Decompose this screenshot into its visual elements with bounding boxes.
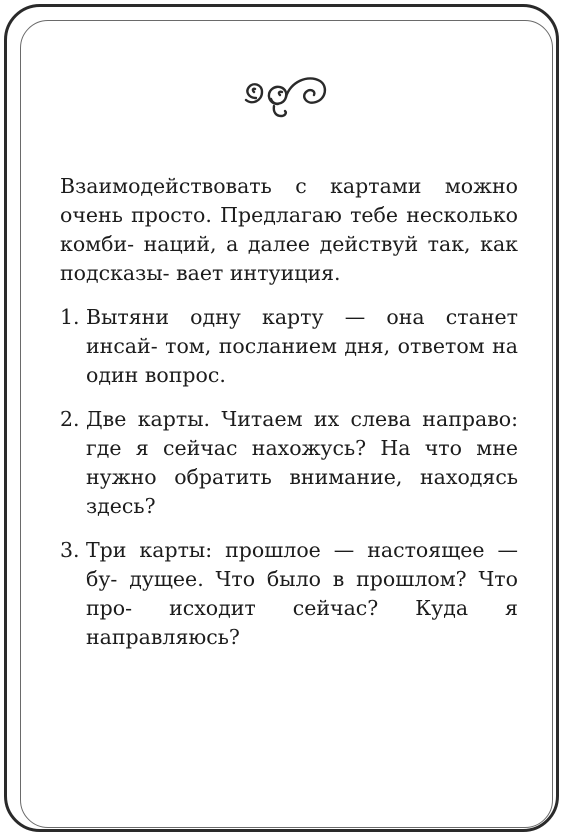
step-item <box>60 405 518 521</box>
step-number: 2. <box>60 407 80 431</box>
step-number: 1. <box>60 305 80 329</box>
step-line: я сейчас нахожусь? На что мне нужно <box>86 436 518 489</box>
step-number: 3. <box>60 538 80 562</box>
intro-paragraph <box>60 172 518 288</box>
step-line: обратить внимание, находясь здесь? <box>86 465 518 518</box>
step-line: том, посланием дня, ответом на один <box>86 334 518 387</box>
intro-line: просто. Предлагаю тебе несколько комби- <box>60 203 518 256</box>
card-text <box>60 172 518 667</box>
step-line: Две карты. Читаем их слева направо: где <box>86 407 518 460</box>
step-line: дущее. Что было в прошлом? Что про- <box>86 567 518 620</box>
step-text <box>86 536 518 652</box>
step-item <box>60 536 518 652</box>
step-text <box>86 405 518 521</box>
swirl-ornament-icon <box>236 68 330 124</box>
step-line: исходит сейчас? Куда я направляюсь? <box>86 596 518 649</box>
intro-line: наций, а далее действуй так, как подсказы- <box>60 232 518 285</box>
step-line: Вытяни одну карту — она станет инсай- <box>86 305 518 358</box>
steps-list <box>60 303 518 652</box>
step-text <box>86 303 518 390</box>
intro-line: Взаимодействовать с картами можно очень <box>60 174 518 227</box>
step-line: вопрос. <box>144 363 226 387</box>
step-item <box>60 303 518 390</box>
intro-line: вает интуиция. <box>176 261 341 285</box>
step-line: Три карты: прошлое — настоящее — бу- <box>86 538 518 591</box>
